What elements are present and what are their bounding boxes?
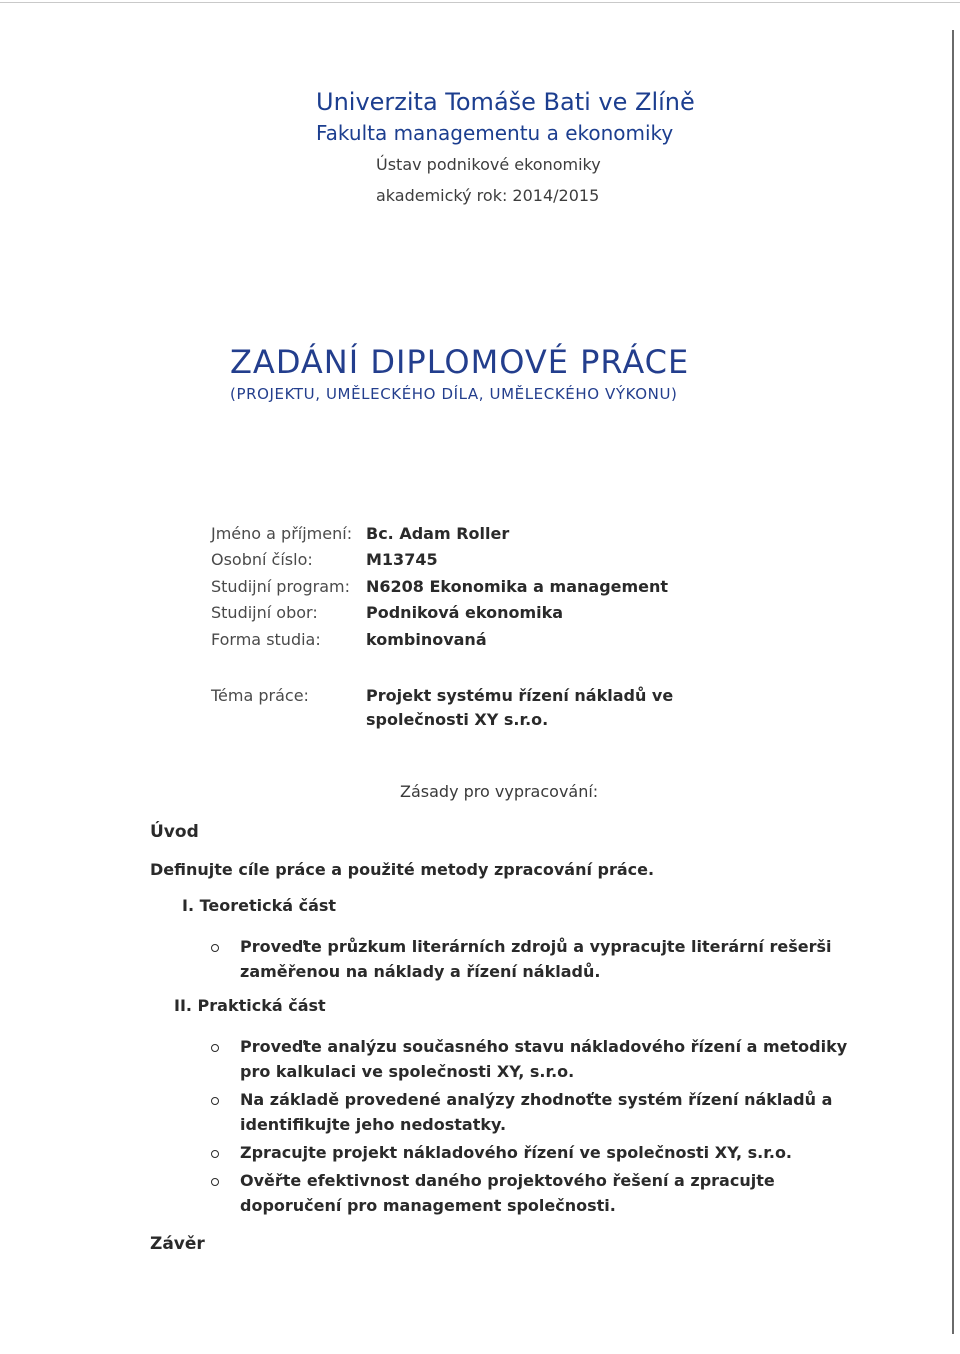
- scan-edge-right: [952, 30, 954, 1334]
- intro-heading: Úvod: [150, 822, 199, 842]
- university-name: Univerzita Tomáše Bati ve Zlíně: [316, 88, 695, 116]
- list-item: [208, 1140, 848, 1165]
- list-item-text: Proveďte analýzu současného stavu nákladového řízení a metodiky pro kalkulaci ve společnosti XY, s.r.o.: [240, 1037, 848, 1081]
- topic-label: Téma práce:: [211, 686, 309, 705]
- info-label: Osobní číslo:: [211, 550, 313, 570]
- academic-year: akademický rok: 2014/2015: [376, 186, 600, 205]
- info-row-study-form: [211, 626, 668, 653]
- info-value: kombinovaná: [366, 629, 487, 649]
- bullet-icon: [211, 1044, 219, 1052]
- info-label: Studijní program:: [211, 576, 350, 596]
- scan-edge-top: [0, 2, 960, 3]
- part-two-list: [208, 1034, 848, 1221]
- document-header: [316, 86, 695, 210]
- info-row-program: [211, 573, 668, 600]
- list-item: [208, 934, 848, 984]
- list-item: [208, 1087, 848, 1137]
- part-one-list: [208, 934, 848, 987]
- info-label: Jméno a příjmení:: [211, 523, 353, 543]
- info-value: Podniková ekonomika: [366, 603, 564, 623]
- list-item-text: Na základě provedené analýzy zhodnoťte systém řízení nákladů a identifikujte jeho nedostatky.: [240, 1090, 833, 1134]
- bullet-icon: [211, 1097, 219, 1105]
- principles-heading: Zásady pro vypracování:: [400, 782, 599, 801]
- faculty-name: Fakulta managementu a ekonomiky: [316, 121, 674, 145]
- info-row-name: [211, 520, 668, 547]
- list-item: [208, 1168, 848, 1218]
- topic-value: Projekt systému řízení nákladů ve společnosti XY s.r.o.: [366, 686, 674, 729]
- document-title: ZADÁNÍ DIPLOMOVÉ PRÁCE: [230, 343, 690, 381]
- conclusion-heading: Závěr: [150, 1234, 205, 1254]
- thesis-topic: [211, 684, 766, 732]
- list-item-text: Ověřte efektivnost daného projektového řešení a zpracujte doporučení pro management společnosti.: [240, 1171, 775, 1215]
- title-block: [230, 342, 790, 406]
- list-item-text: Proveďte průzkum literárních zdrojů a vypracujte literární rešerši zaměřenou na náklady a řízení nákladů.: [240, 937, 832, 981]
- list-item: [208, 1034, 848, 1084]
- part-two-heading: II. Praktická část: [174, 996, 326, 1015]
- info-row-field: [211, 600, 668, 627]
- info-value: N6208 Ekonomika a management: [366, 576, 669, 596]
- part-one-heading: I. Teoretická část: [182, 896, 337, 915]
- bullet-icon: [211, 944, 219, 952]
- info-value: M13745: [366, 550, 438, 570]
- list-item-text: Zpracujte projekt nákladového řízení ve společnosti XY, s.r.o.: [240, 1143, 793, 1162]
- info-label: Studijní obor:: [211, 603, 318, 623]
- student-info: [211, 520, 668, 653]
- info-label: Forma studia:: [211, 629, 321, 649]
- info-row-personal-number: [211, 547, 668, 574]
- intro-text: Definujte cíle práce a použité metody zpracování práce.: [150, 860, 655, 879]
- bullet-icon: [211, 1150, 219, 1158]
- info-value: Bc. Adam Roller: [366, 523, 510, 543]
- bullet-icon: [211, 1178, 219, 1186]
- document-subtitle: (PROJEKTU, UMĚLECKÉHO DÍLA, UMĚLECKÉHO VÝKONU): [230, 385, 678, 403]
- institute-name: Ústav podnikové ekonomiky: [376, 155, 601, 174]
